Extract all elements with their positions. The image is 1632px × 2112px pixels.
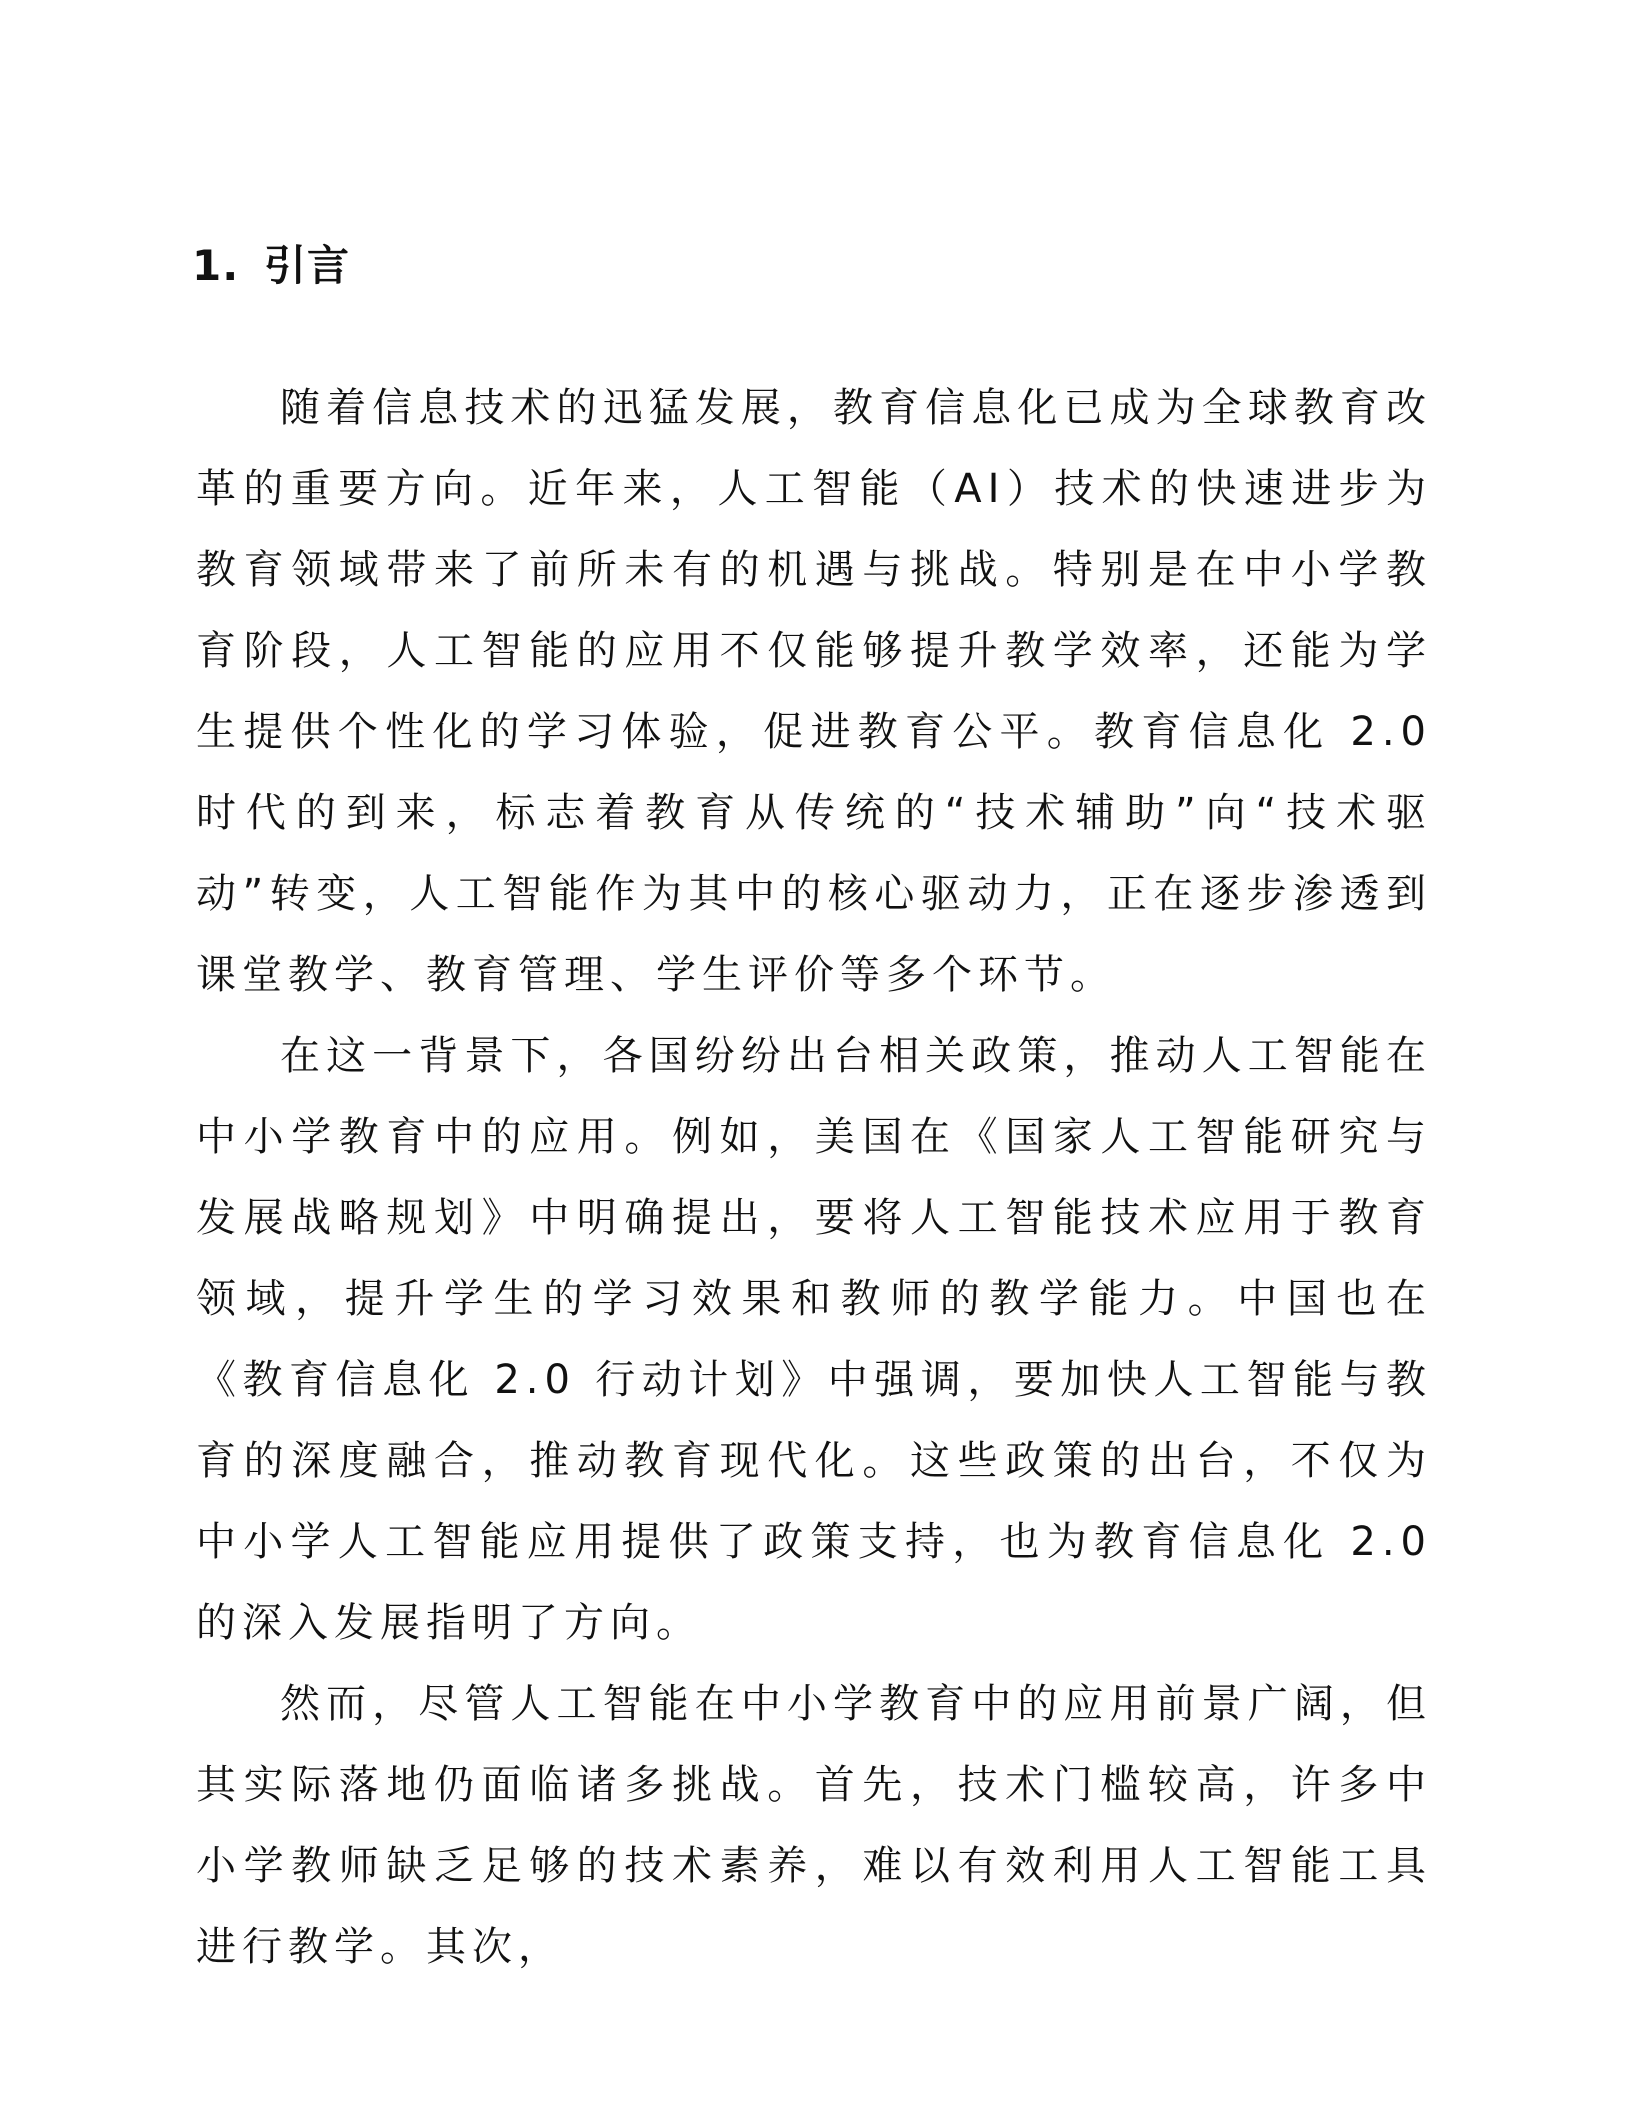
section-number: 1. [192, 241, 240, 290]
section-heading [192, 236, 350, 296]
paragraph-2: 在这一背景下，各国纷纷出台相关政策，推动人工智能在中小学教育中的应用。例如，美国在《国家人工智能研究与发展战略规划》中明确提出，要将人工智能技术应用于教育领域，提升学生的学习效果和教师的教学能力。中国也在《教育信息化 2.0 行动计划》中强调，要加快人工智能与教育的深度融合，推动教育现代化。这些政策的出台，不仅为中小学人工智能应用提供了政策支持，也为教育信息化 2.0 的深入发展指明了方向。 [196, 1033, 1432, 1646]
section-title: 引言 [264, 241, 351, 290]
paragraph-1: 随着信息技术的迅猛发展，教育信息化已成为全球教育改革的重要方向。近年来，人工智能（AI）技术的快速进步为教育领域带来了前所未有的机遇与挑战。特别是在中小学教育阶段，人工智能的应用不仅能够提升教学效率，还能为学生提供个性化的学习体验，促进教育公平。教育信息化 2.0 时代的到来，标志着教育从传统的“技术辅助”向“技术驱动”转变，人工智能作为其中的核心驱动力，正在逐步渗透到课堂教学、教育管理、学生评价等多个环节。 [196, 385, 1432, 998]
body-text [196, 368, 1432, 1988]
paragraph-3: 然而，尽管人工智能在中小学教育中的应用前景广阔，但其实际落地仍面临诸多挑战。首先，技术门槛较高，许多中小学教师缺乏足够的技术素养，难以有效利用人工智能工具进行教学。其次， [196, 1681, 1432, 1970]
